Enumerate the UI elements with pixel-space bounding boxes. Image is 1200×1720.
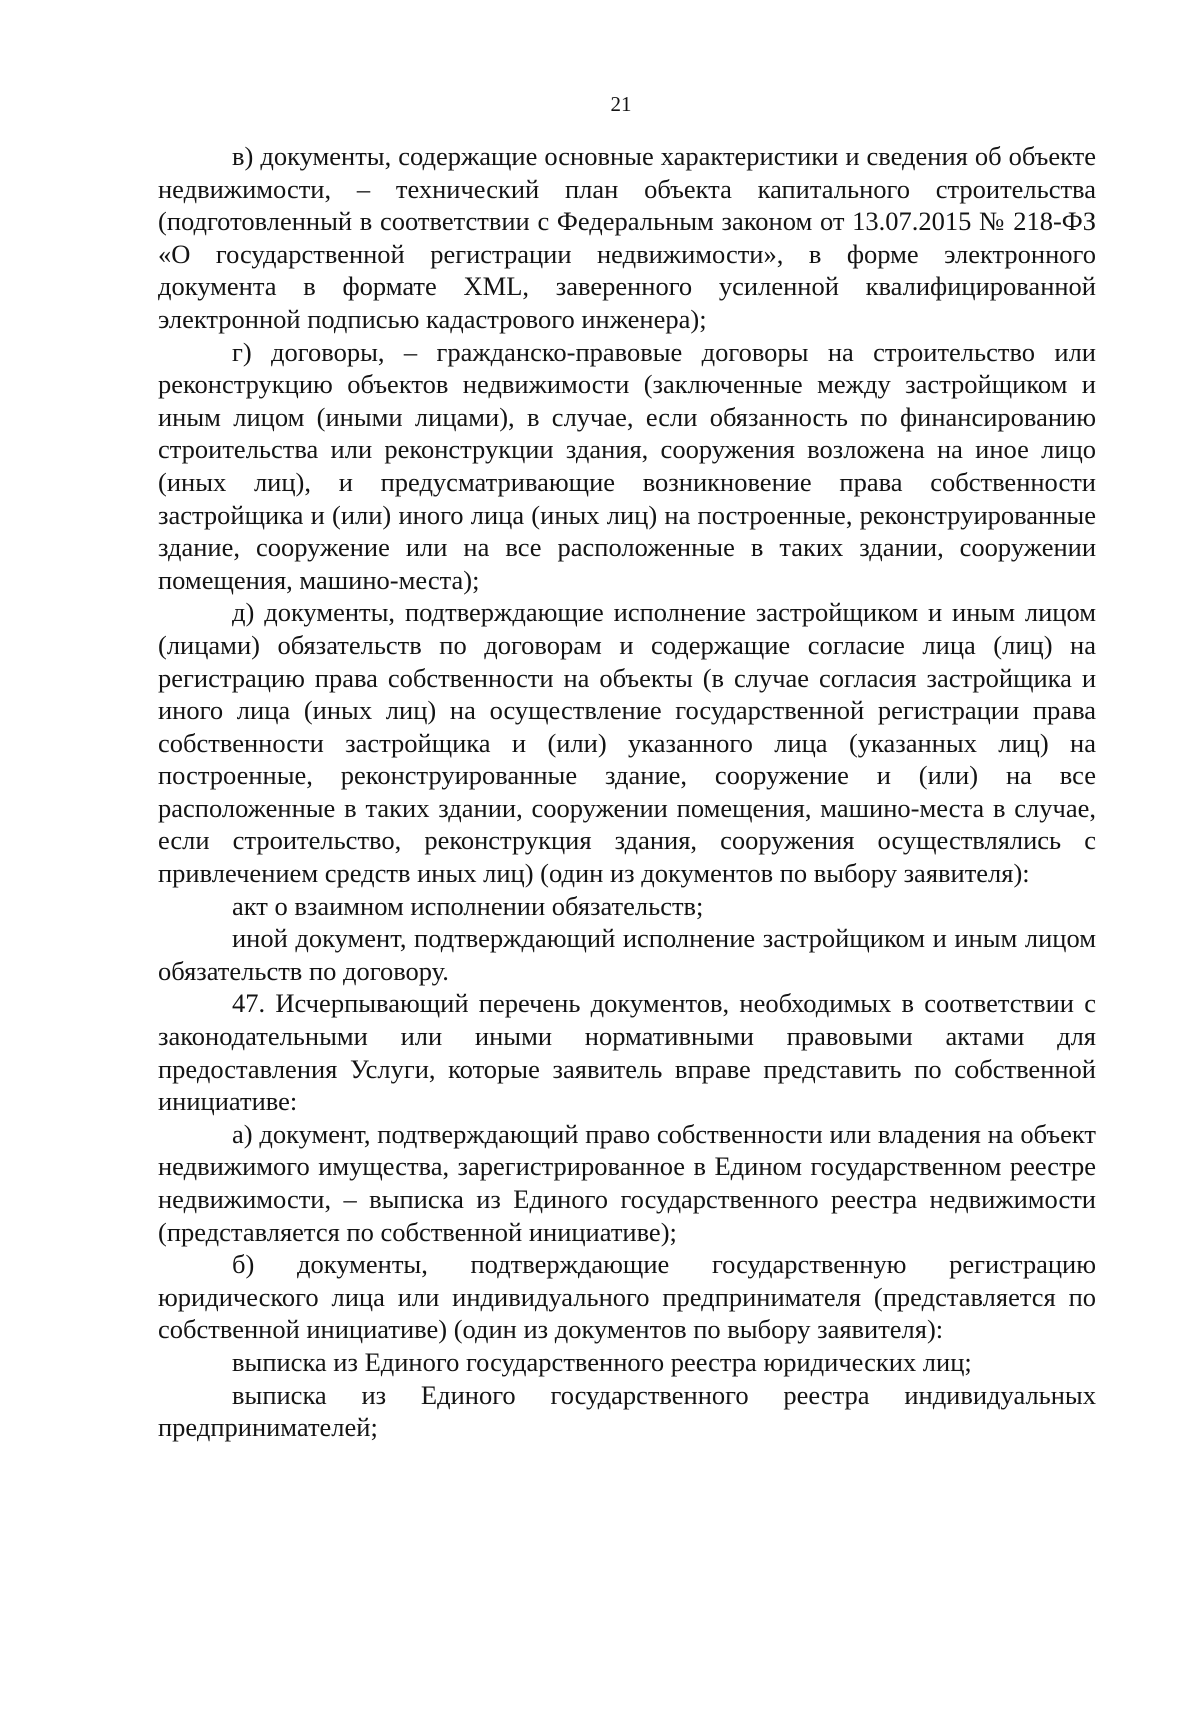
paragraph-other-document: иной документ, подтверждающий исполнение застройщиком и иным лицом обязательств по договору.	[158, 923, 1096, 986]
paragraph-item-v-technical-plan: в) документы, содержащие основные характеристики и сведения об объекте недвижимости, – технический план объекта капитального строительства (подготовленный в соответствии с Федеральным законом от 13.07.2015 № 218-ФЗ «О государственной регистрации недвижимости», в форме электронного документа в формате XML, заверенного усиленной квалифицированной электронной подписью кадастрового инженера);	[158, 141, 1096, 334]
paragraph-item-d-obligation-documents: д) документы, подтверждающие исполнение застройщиком и иным лицом (лицами) обязательств по договорам и содержащие согласие лица (лиц) на регистрацию права собственности на объекты (в случае согласия застройщика и иного лица (иных лиц) на осуществление государственной регистрации права собственности застройщика и (или) указанного лица (указанных лиц) на построенные, реконструированные здание, сооружение и (или) на все расположенные в таких здании, сооружении помещения, машино-места в случае, если строительство, реконструкция здания, сооружения осуществлялись с привлечением средств иных лиц) (один из документов по выбору заявителя):	[158, 597, 1096, 889]
paragraph-item-b-registration-documents: б) документы, подтверждающие государственную регистрацию юридического лица или индивидуального предпринимателя (представляется по собственной инициативе) (один из документов по выбору заявителя):	[158, 1249, 1096, 1345]
page-number: 21	[610, 92, 632, 116]
paragraph-item-g-contracts: г) договоры, – гражданско-правовые договоры на строительство или реконструкцию объектов недвижимости (заключенные между застройщиком и иным лицом (иными лицами), в случае, если обязанность по финансированию строительства или реконструкции здания, сооружения возложена на иное лицо (иных лиц), и предусматривающие возникновение права собственности застройщика и (или) иного лица (иных лиц) на построенные, реконструированные здание, сооружение или на все расположенные в таких здании, сооружении помещения, машино-места);	[158, 336, 1096, 595]
paragraph-legal-entities-extract: выписка из Единого государственного реестра юридических лиц;	[232, 1346, 972, 1377]
paragraph-section-47: 47. Исчерпывающий перечень документов, необходимых в соответствии с законодательными или иными нормативными правовыми актами для предоставления Услуги, которые заявитель вправе представить по собственной инициативе:	[158, 988, 1096, 1117]
paragraph-mutual-obligations-act: акт о взаимном исполнении обязательств;	[232, 890, 704, 921]
paragraph-entrepreneurs-extract: выписка из Единого государственного реестра индивидуальных предпринимателей;	[158, 1379, 1096, 1443]
document-body	[158, 140, 1096, 1444]
paragraph-item-a-ownership-document: а) документ, подтверждающий право собственности или владения на объект недвижимого имущества, зарегистрированное в Едином государственном реестре недвижимости, – выписка из Единого государственного реестра недвижимости (представляется по собственной инициативе);	[158, 1118, 1096, 1247]
